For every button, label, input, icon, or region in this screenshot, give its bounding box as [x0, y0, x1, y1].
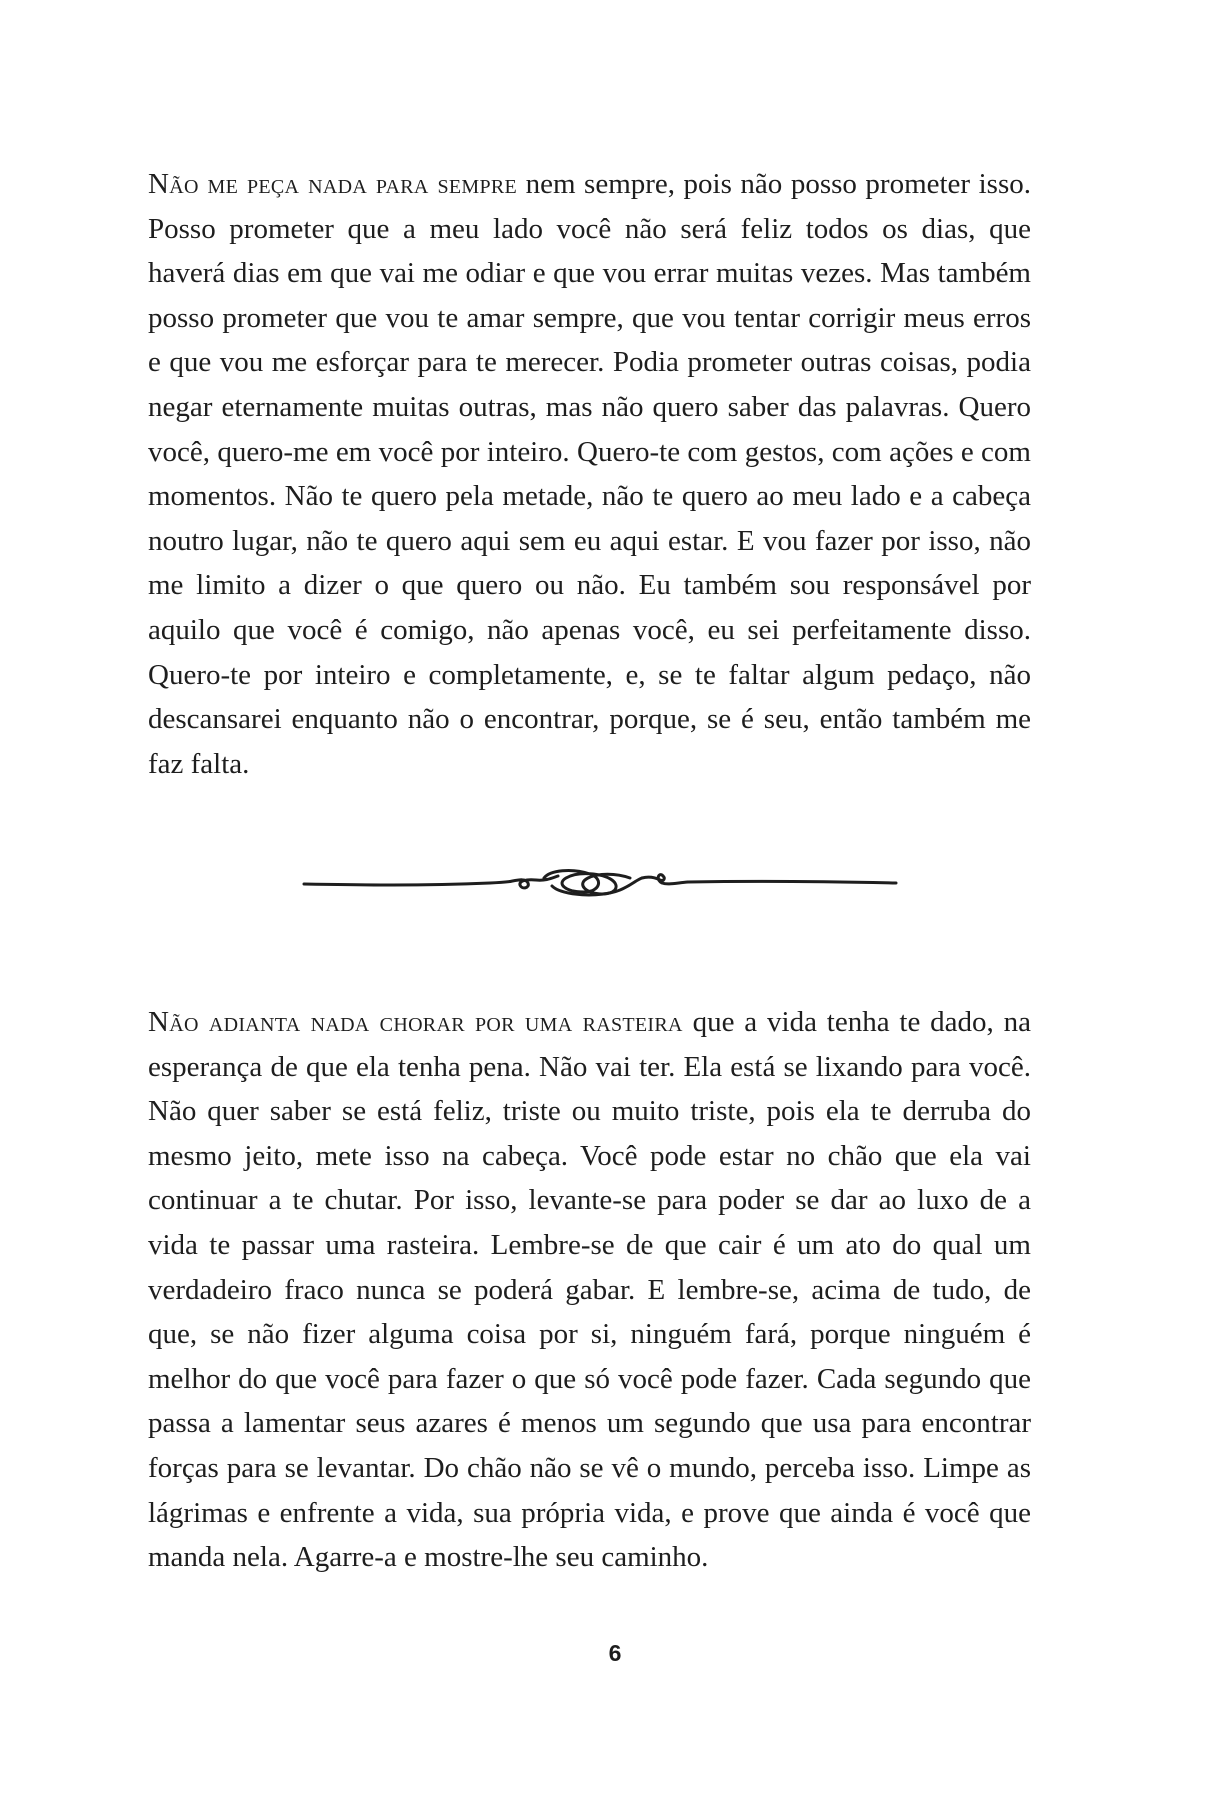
paragraph-2 [148, 1000, 1031, 1580]
flourish-divider-icon [300, 856, 900, 908]
paragraph-2-body: que a vida tenha te dado, na esperança de que ela tenha pena. Não vai ter. Ela está se lixando para você. Não quer saber se está feliz, triste ou muito triste, pois ela te derruba do mesmo jeito, mete isso na cabeça. Você pode estar no chão que ela vai continuar a te chutar. Por isso, levante-se para poder se dar ao luxo de a vida te passar uma rasteira. Lembre-se de que cair é um ato do qual um verdadeiro fraco nunca se poderá gabar. E lembre-se, acima de tudo, de que, se não fizer alguma coisa por si, ninguém fará, porque ninguém é melhor do que você para fazer o que só você pode fazer. Cada segundo que passa a lamentar seus azares é menos um segundo que usa para encontrar forças para se levantar. Do chão não se vê o mundo, perceba isso. Limpe as lágrimas e enfrente a vida, sua própria vida, e prove que ainda é você que manda nela. Agarre-a e mostre-lhe seu caminho. [148, 1006, 1031, 1574]
paragraph-1 [148, 162, 1031, 786]
page-number: 6 [608, 1640, 622, 1666]
paragraph-1-lead: Não me peça nada para sempre [148, 168, 518, 200]
paragraph-2-lead: Não adianta nada chorar por uma rasteira [148, 1006, 683, 1038]
paragraph-1-body: nem sempre, pois não posso prometer isso. Posso prometer que a meu lado você não será feliz todos os dias, que haverá dias em que vai me odiar e que vou errar muitas vezes. Mas também posso prometer que vou te amar sempre, que vou tentar corrigir meus erros e que vou me esforçar para te merecer. Podia prometer outras coisas, podia negar eternamente muitas outras, mas não quero saber das palavras. Quero você, quero-me em você por inteiro. Quero-te com gestos, com ações e com momentos. Não te quero pela metade, não te quero ao meu lado e a cabeça noutro lugar, não te quero aqui sem eu aqui estar. E vou fazer por isso, não me limito a dizer o que quero ou não. Eu também sou responsável por aquilo que você é comigo, não apenas você, eu sei perfeitamente disso. Quero-te por inteiro e completamente, e, se te faltar algum pedaço, não descansarei enquanto não o encontrar, porque, se é seu, então também me faz falta. [148, 168, 1031, 780]
